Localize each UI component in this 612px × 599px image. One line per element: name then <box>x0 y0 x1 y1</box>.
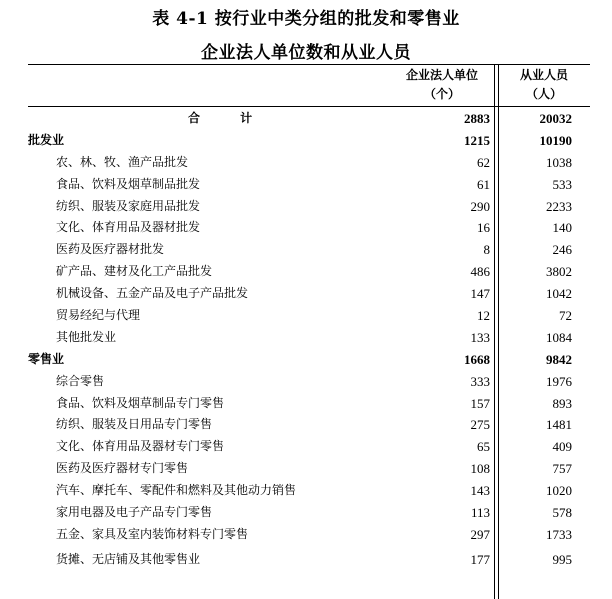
table-row <box>28 152 590 174</box>
units-value: 143 <box>470 483 490 499</box>
units-value: 8 <box>483 242 490 258</box>
employees-value: 1733 <box>546 526 572 542</box>
row-label: 食品、饮料及烟草制品专门零售 <box>56 395 225 410</box>
units-value: 108 <box>470 461 490 477</box>
units-value: 113 <box>470 505 490 521</box>
table-row <box>28 217 590 239</box>
employees-value: 1042 <box>546 286 572 302</box>
units-value: 157 <box>470 395 490 411</box>
employees-value: 893 <box>552 395 572 411</box>
table-row <box>28 549 590 571</box>
units-value: 147 <box>470 286 490 302</box>
row-label: 其他批发业 <box>56 329 117 344</box>
employees-value: 1084 <box>546 329 572 345</box>
units-value: 1215 <box>464 132 490 148</box>
header-units-unit: （个） <box>423 87 460 101</box>
employees-value: 3802 <box>546 264 572 280</box>
row-label: 医药及医疗器材专门零售 <box>56 461 189 476</box>
employees-value: 1481 <box>546 417 572 433</box>
table-row <box>28 502 590 524</box>
table-row <box>28 436 590 458</box>
units-value: 486 <box>470 264 490 280</box>
row-label: 家用电器及电子产品专门零售 <box>56 505 213 520</box>
units-value: 333 <box>470 373 490 389</box>
table-row <box>28 414 590 436</box>
units-value: 1668 <box>464 351 490 367</box>
row-label: 食品、饮料及烟草制品批发 <box>56 176 201 191</box>
table-body <box>28 108 590 571</box>
units-value: 290 <box>470 198 490 214</box>
table-row <box>28 108 590 130</box>
employees-value: 2233 <box>546 198 572 214</box>
table-row <box>28 349 590 371</box>
table-row <box>28 130 590 152</box>
row-label: 合 计 <box>188 111 271 125</box>
table-row <box>28 480 590 502</box>
row-label: 纺织、服装及家庭用品批发 <box>56 198 201 213</box>
table-subtitle: 企业法人单位数和从业人员 <box>201 43 411 63</box>
row-label: 机械设备、五金产品及电子产品批发 <box>56 286 249 301</box>
row-label: 批发业 <box>28 132 65 147</box>
employees-value: 995 <box>552 551 572 567</box>
employees-value: 10190 <box>539 132 572 148</box>
table-row <box>28 371 590 393</box>
table-row <box>28 174 590 196</box>
employees-value: 1976 <box>546 373 572 389</box>
row-label: 文化、体育用品及器材专门零售 <box>56 439 225 454</box>
top-rule <box>28 64 590 65</box>
units-value: 61 <box>477 176 490 192</box>
employees-value: 757 <box>552 461 572 477</box>
header-employees <box>498 66 590 104</box>
units-value: 297 <box>470 526 490 542</box>
row-label: 医药及医疗器材批发 <box>56 242 165 257</box>
units-value: 65 <box>477 439 490 455</box>
employees-value: 9842 <box>546 351 572 367</box>
employees-value: 140 <box>552 220 572 236</box>
employees-value: 20032 <box>539 111 572 126</box>
row-label: 汽车、摩托车、零配件和燃料及其他动力销售 <box>56 483 297 498</box>
table-row <box>28 239 590 261</box>
table-row <box>28 458 590 480</box>
employees-value: 409 <box>552 439 572 455</box>
units-value: 177 <box>470 551 490 567</box>
employees-value: 72 <box>559 308 572 324</box>
row-label: 矿产品、建材及化工产品批发 <box>56 264 213 279</box>
header-employees-label: 从业人员 <box>519 68 568 82</box>
table-row <box>28 524 590 546</box>
row-label: 综合零售 <box>56 373 105 388</box>
employees-value: 1038 <box>546 154 572 170</box>
table-row <box>28 196 590 218</box>
table-row <box>28 283 590 305</box>
row-label: 纺织、服装及日用品专门零售 <box>56 417 213 432</box>
employees-value: 246 <box>552 242 572 258</box>
units-value: 16 <box>477 220 490 236</box>
row-label: 五金、家具及室内装饰材料专门零售 <box>56 526 249 541</box>
table-row <box>28 327 590 349</box>
table-row <box>28 261 590 283</box>
units-value: 275 <box>470 417 490 433</box>
employees-value: 533 <box>552 176 572 192</box>
table-row <box>28 305 590 327</box>
employees-value: 578 <box>552 505 572 521</box>
header-units <box>390 66 494 104</box>
employees-value: 1020 <box>546 483 572 499</box>
row-label: 文化、体育用品及器材批发 <box>56 220 201 235</box>
header-units-label: 企业法人单位 <box>405 68 478 82</box>
row-label: 货摊、无店铺及其他零售业 <box>56 551 201 566</box>
units-value: 62 <box>477 154 490 170</box>
row-label: 农、林、牧、渔产品批发 <box>56 154 189 169</box>
table-title: 表 4-1 按行业中类分组的批发和零售业 <box>152 9 460 29</box>
row-label: 贸易经纪与代理 <box>56 308 141 323</box>
units-value: 2883 <box>464 111 490 126</box>
table-row <box>28 393 590 415</box>
row-label: 零售业 <box>28 351 65 366</box>
header-rule <box>28 106 590 107</box>
units-value: 133 <box>470 329 490 345</box>
units-value: 12 <box>477 308 490 324</box>
header-employees-unit: （人） <box>525 87 562 101</box>
